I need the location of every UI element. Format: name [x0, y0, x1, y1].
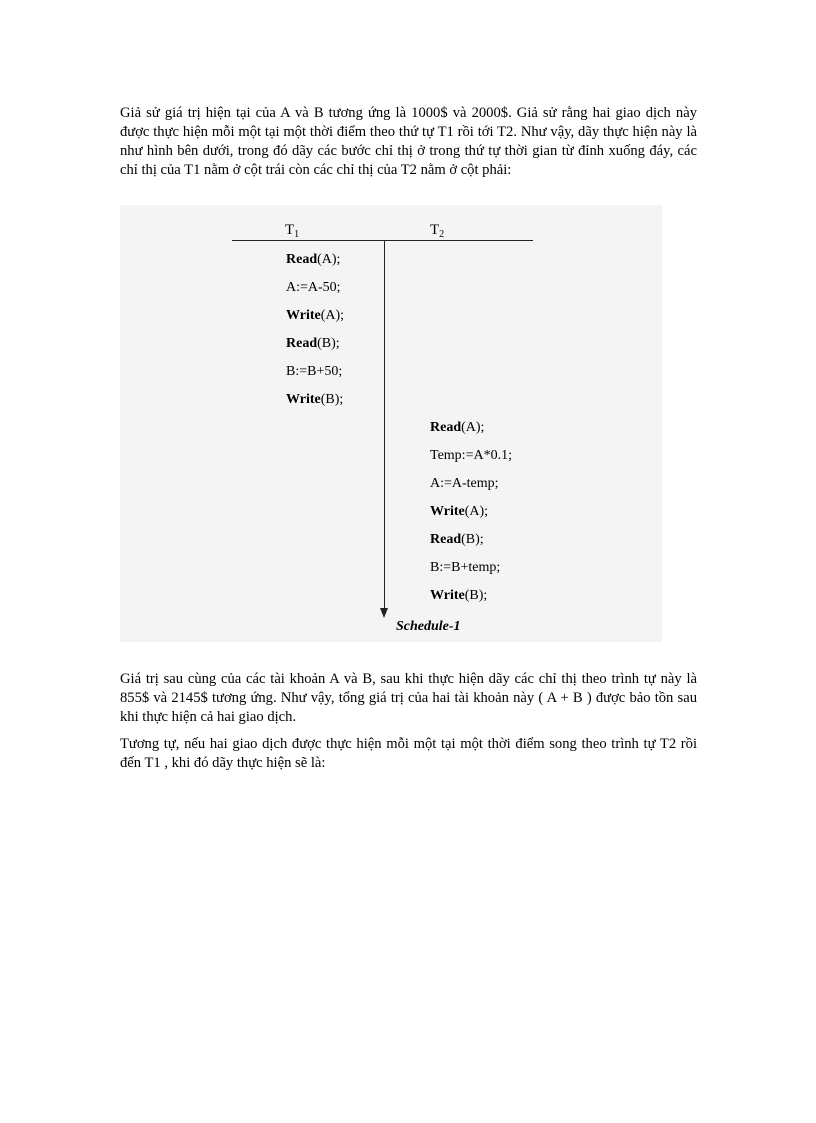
t2-instruction: Write(A);	[430, 504, 489, 519]
t2-instruction: B:=B+temp;	[430, 560, 501, 575]
t2-column-header	[430, 222, 444, 240]
t1-instruction: Write(B);	[286, 392, 344, 407]
t1-header-letter: T	[285, 222, 295, 238]
schedule-figure	[120, 205, 662, 642]
t2-instruction: Temp:=A*0.1;	[430, 448, 512, 463]
t2-instruction: Write(B);	[430, 588, 488, 603]
t1-instruction: Read(B);	[286, 336, 340, 351]
t2-instruction: Read(A);	[430, 420, 485, 435]
time-arrow-icon	[380, 608, 388, 618]
similar-paragraph: Tương tự, nếu hai giao dịch được thực hiện mỗi một tại một thời điểm song theo trình tự T2 rồi đến T1 , khi đó dãy thực hiện sẽ là:	[120, 736, 697, 771]
t1-column-header	[285, 222, 299, 240]
t2-header-subscript: 2	[439, 229, 445, 240]
timeline-axis	[384, 240, 385, 610]
intro-paragraph: Giả sử giá trị hiện tại của A và B tương ứng là 1000$ và 2000$. Giả sử rằng hai giao dịch này được thực hiện mỗi một tại một thời điểm theo thứ tự T1 rồi tới T2. Như vậy, dãy thực hiện này là như hình bên dưới, trong đó dãy các bước chỉ thị ở trong thứ tự thời gian từ đỉnh xuống đáy, các chỉ thị của T1 nằm ở cột trái còn các chỉ thị của T2 nằm ở cột phải:	[120, 105, 697, 178]
t2-instruction: Read(B);	[430, 532, 484, 547]
t2-instruction: A:=A-temp;	[430, 476, 499, 491]
t1-instruction: Write(A);	[286, 308, 345, 323]
schedule-caption: Schedule-1	[396, 619, 461, 634]
t1-instruction: Read(A);	[286, 252, 341, 267]
t1-instruction: B:=B+50;	[286, 364, 343, 379]
result-paragraph: Giá trị sau cùng của các tài khoản A và B, sau khi thực hiện dãy các chỉ thị theo trình tự này là 855$ và 2145$ tương ứng. Như vậy, tổng giá trị của hai tài khoản này ( A + B ) được bảo tồn sau khi thực hiện cả hai giao dịch.	[120, 671, 697, 725]
t2-header-letter: T	[430, 222, 440, 238]
header-divider-line	[232, 240, 533, 241]
t1-header-subscript: 1	[294, 229, 300, 240]
t1-instruction: A:=A-50;	[286, 280, 341, 295]
